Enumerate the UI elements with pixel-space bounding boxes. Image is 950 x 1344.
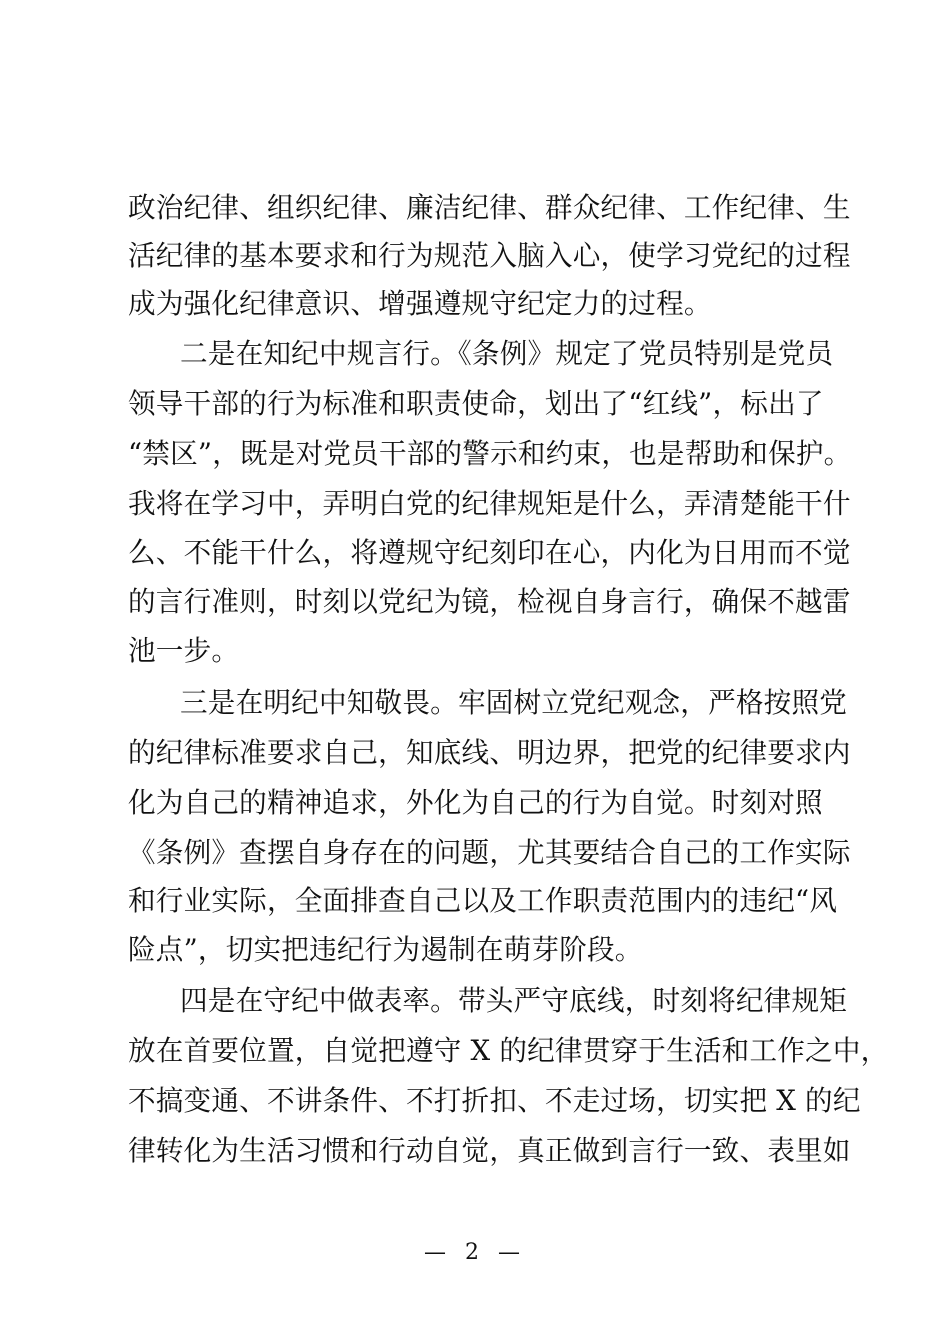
text-line: 《条例》查摆自身存在的问题，尤其要结合自己的工作实际 (128, 836, 851, 869)
text-line: 律转化为生活习惯和行动自觉，真正做到言行一致、表里如 (128, 1134, 851, 1167)
text-line: 和行业实际，全面排查自己以及工作职责范围内的违纪“风 (128, 884, 838, 917)
text-line: 的言行准则，时刻以党纪为镜，检视自身言行，确保不越雷 (128, 585, 851, 618)
text-line: 化为自己的精神追求，外化为自己的行为自觉。时刻对照 (128, 786, 823, 819)
paragraph-heading-line: 四是在守纪中做表率。带头严守底线，时刻将纪律规矩 (180, 984, 848, 1017)
text-line: 池一步。 (128, 634, 240, 667)
text-line: 险点”，切实把违纪行为遏制在萌芽阶段。 (128, 933, 643, 966)
page-number: — 2 — (424, 1240, 526, 1265)
text-line: 我将在学习中，弄明白党的纪律规矩是什么，弄清楚能干什 (128, 487, 851, 520)
paragraph-heading-line: 三是在明纪中知敬畏。牢固树立党纪观念，严格按照党 (180, 686, 848, 719)
text-line: 活纪律的基本要求和行为规范入脑入心，使学习党纪的过程 (128, 239, 851, 272)
text-line: 放在首要位置，自觉把遵守 X 的纪律贯穿于生活和工作之中， (128, 1034, 889, 1067)
text-line: 成为强化纪律意识、增强遵规守纪定力的过程。 (128, 287, 712, 320)
paragraph-heading-line: 二是在知纪中规言行。《条例》规定了党员特别是党员 (180, 337, 834, 370)
text-line: 领导干部的行为标准和职责使命，划出了“红线”，标出了 (128, 387, 824, 420)
text-line: 么、不能干什么，将遵规守纪刻印在心，内化为日用而不觉 (128, 536, 851, 569)
text-line: 政治纪律、组织纪律、廉洁纪律、群众纪律、工作纪律、生 (128, 191, 851, 224)
text-line: 不搞变通、不讲条件、不打折扣、不走过场，切实把 X 的纪 (128, 1084, 861, 1117)
text-line: “禁区”，既是对党员干部的警示和约束，也是帮助和保护。 (128, 437, 852, 470)
text-line: 的纪律标准要求自己，知底线、明边界，把党的纪律要求内 (128, 736, 851, 769)
